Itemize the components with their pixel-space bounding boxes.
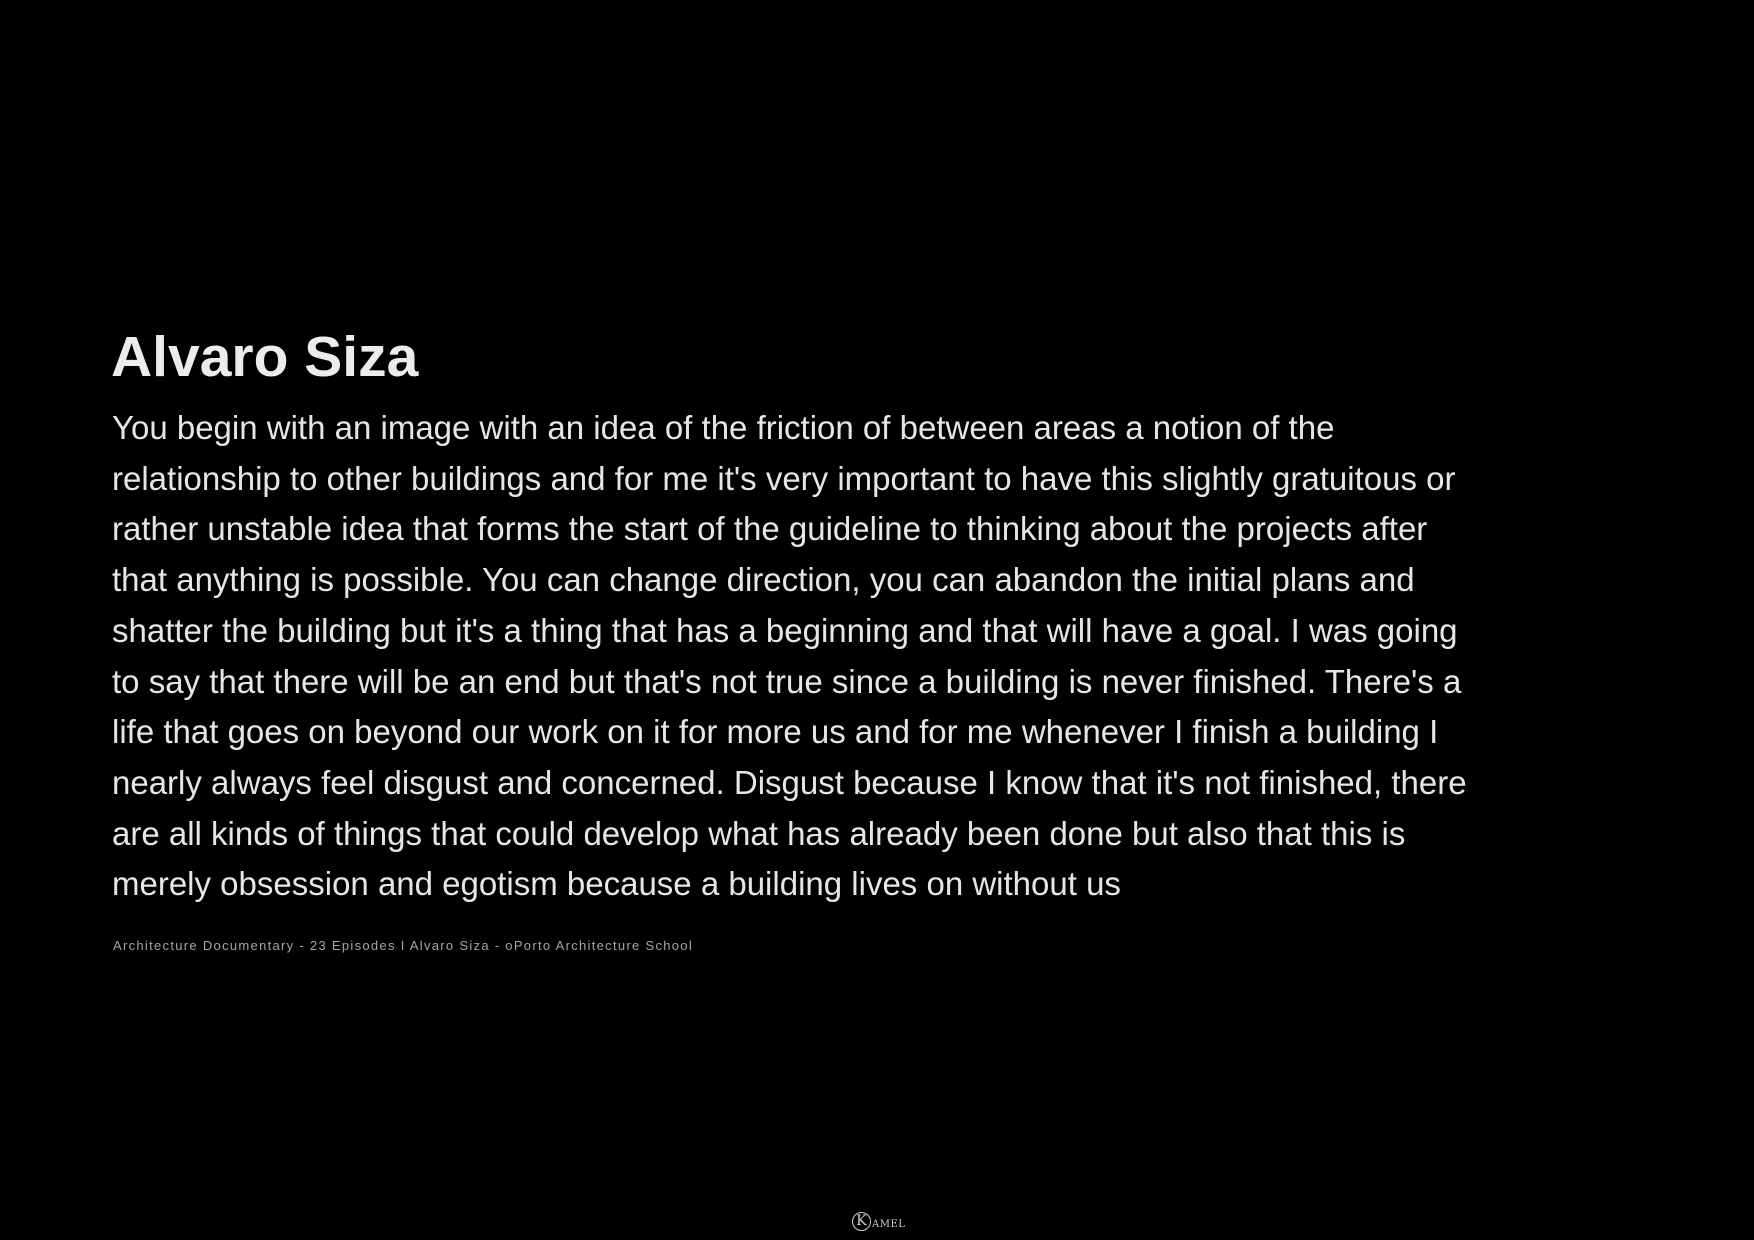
- quote-line: merely obsession and egotism because a building lives on without us: [112, 865, 1121, 903]
- quote-line: You begin with an image with an idea of the friction of between areas a notion of the: [112, 409, 1335, 446]
- kamel-logo: [852, 1207, 905, 1231]
- quote-line: rather unstable idea that forms the start of the guideline to thinking about the projects after: [112, 510, 1428, 548]
- logo-k-circle-icon: K: [852, 1212, 871, 1231]
- faint-decorative-mark: · ·: [1150, 226, 1160, 237]
- source-caption: Architecture Documentary - 23 Episodes I Alvaro Siza - oPorto Architecture School: [113, 938, 694, 953]
- quote-line: life that goes on beyond our work on it for more us and for me whenever I finish a building I: [112, 713, 1439, 751]
- quote-line: shatter the building but it's a thing that has a beginning and that will have a goal. I was going: [112, 611, 1458, 649]
- quote-line: relationship to other buildings and for me it's very important to have this slightly gratuitous or: [112, 459, 1456, 497]
- faint-background-strip: [690, 272, 1070, 298]
- quote-line: are all kinds of things that could develop what has already been done but also that this is: [112, 814, 1406, 852]
- page-title: Alvaro Siza: [111, 325, 419, 389]
- quote-line: that anything is possible. You can change direction, you can abandon the initial plans and: [112, 561, 1415, 599]
- quote-line: nearly always feel disgust and concerned. Disgust because I know that it's not finished, there: [112, 763, 1467, 801]
- logo-text: AMEL: [872, 1219, 906, 1230]
- quote-line: to say that there will be an end but that's not true since a building is never finished. There's a: [112, 662, 1462, 700]
- quote-text: [112, 403, 1672, 910]
